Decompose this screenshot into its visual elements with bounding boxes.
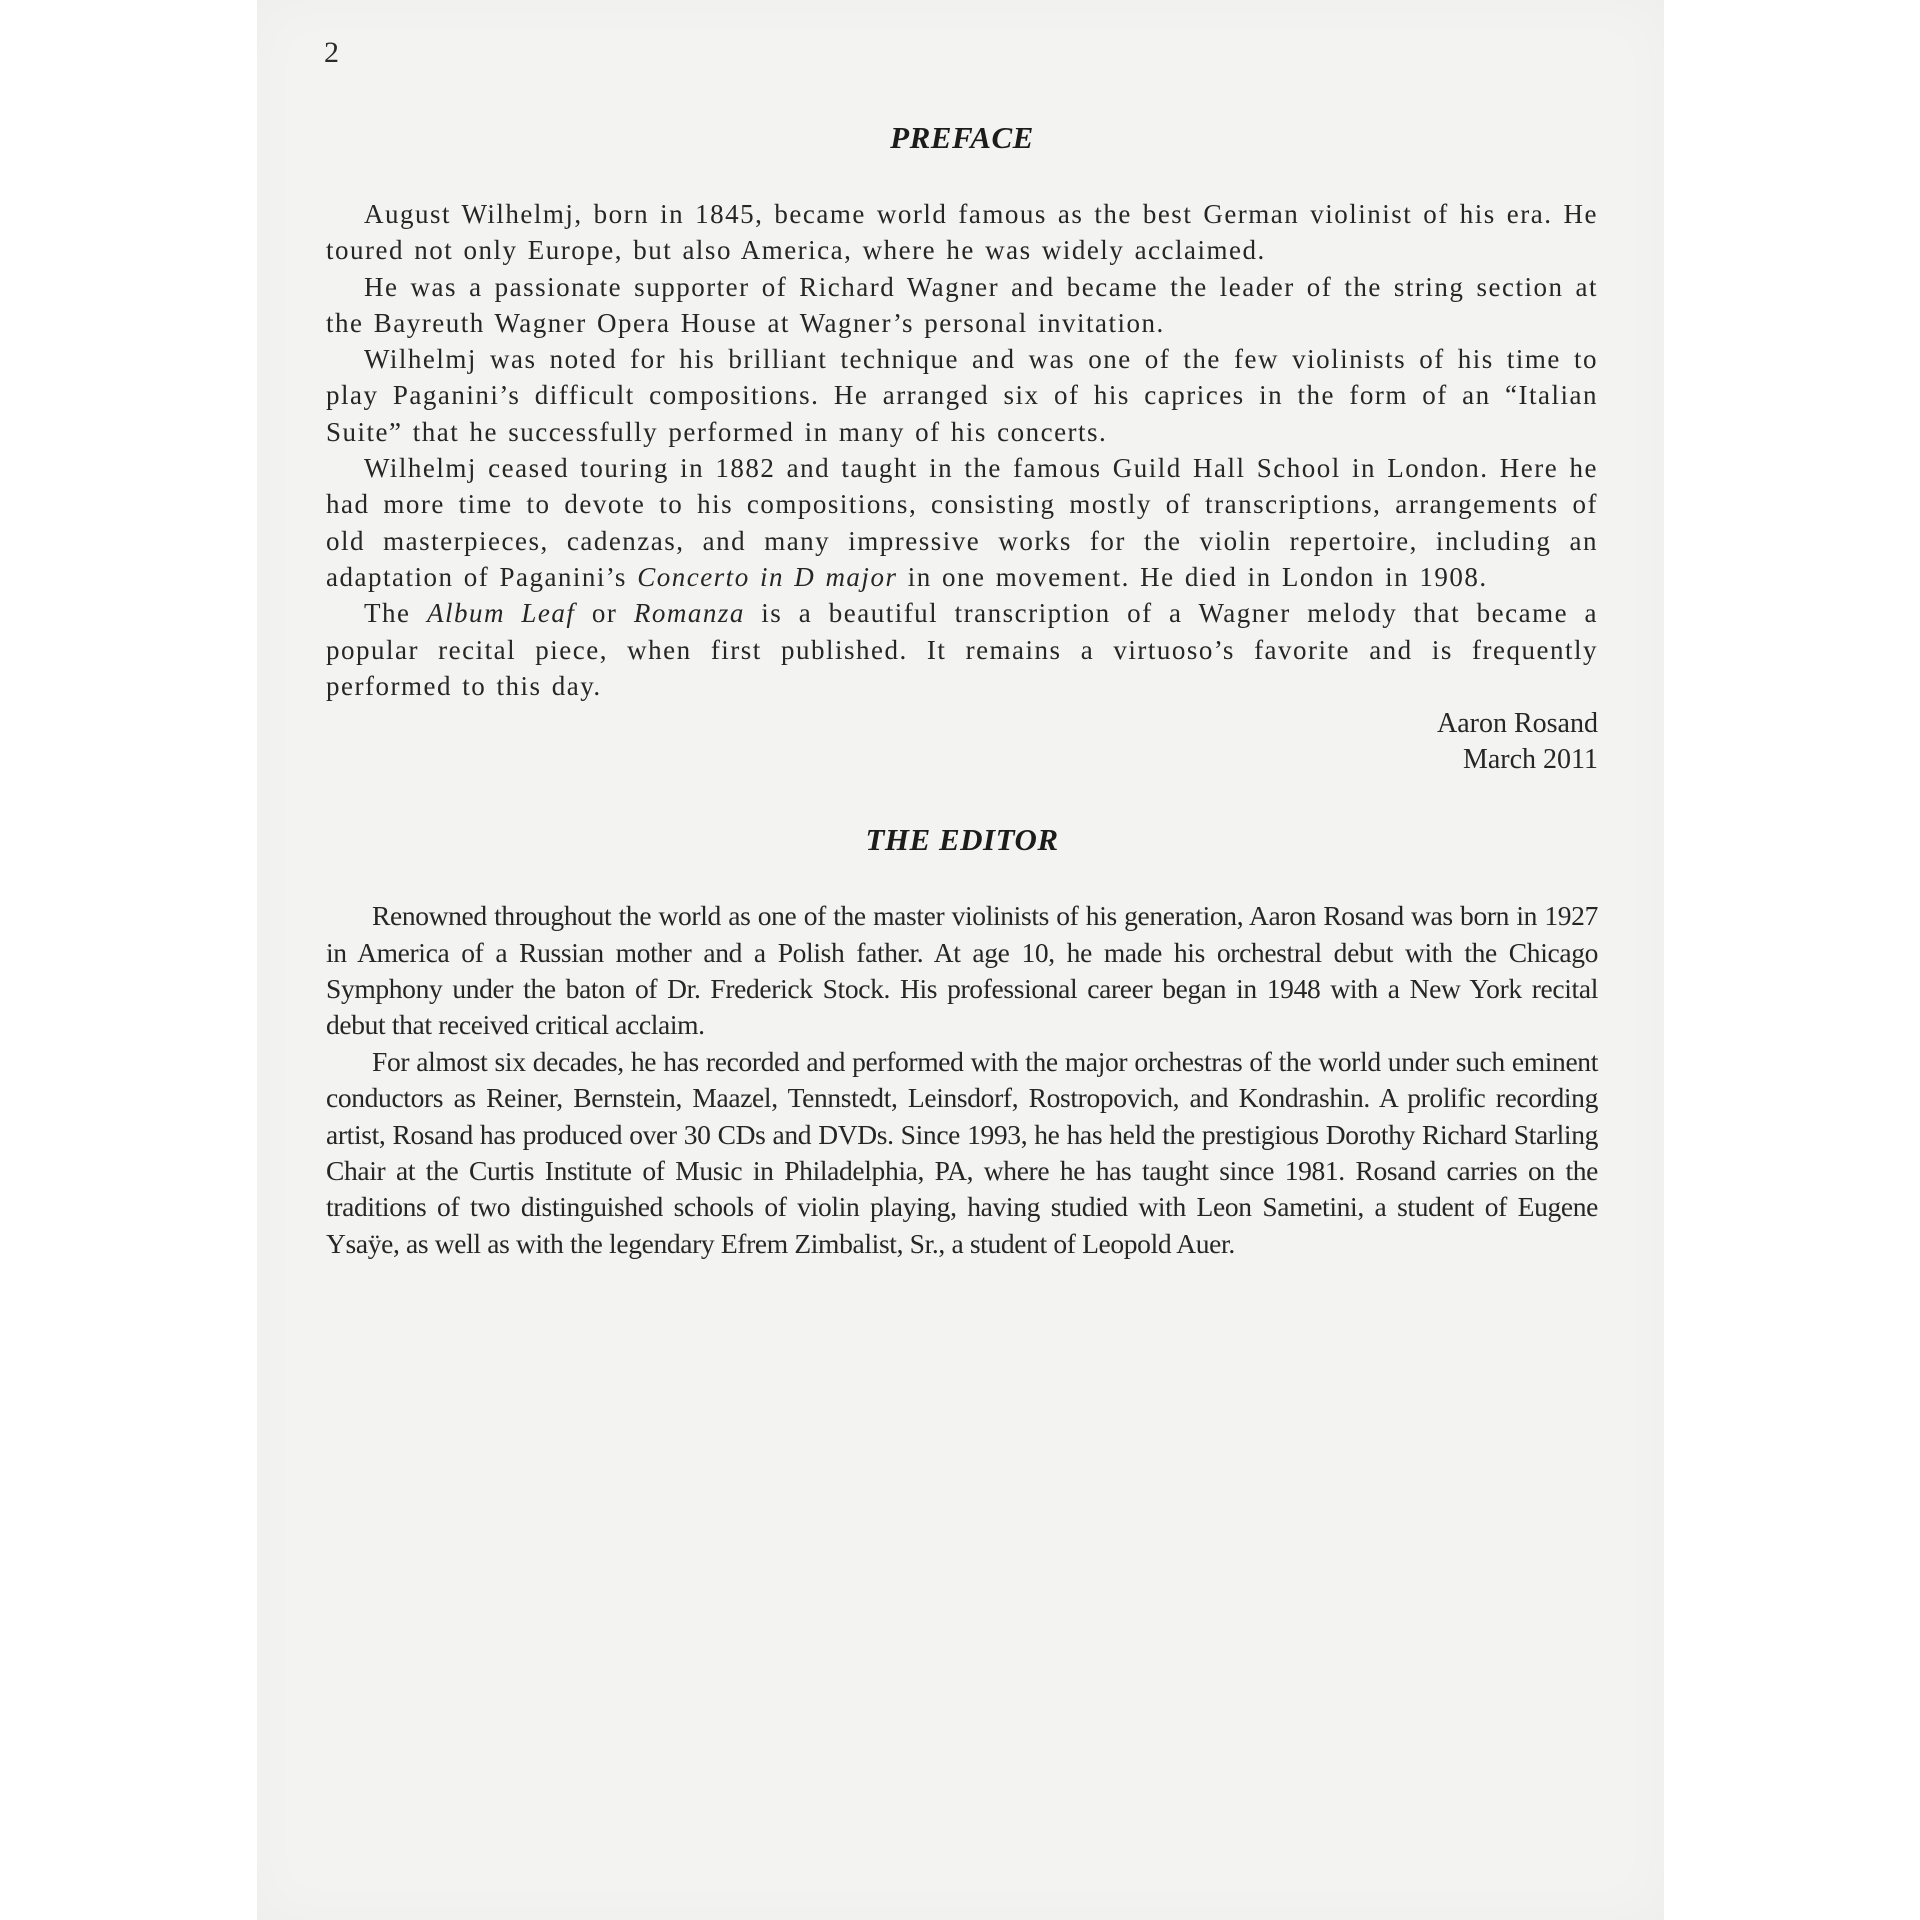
page-content bbox=[326, 120, 1598, 1262]
signature-date: March 2011 bbox=[1462, 744, 1598, 776]
preface-heading: PREFACE bbox=[890, 120, 1034, 155]
preface-paragraph-2: He was a passionate supporter of Richard Wagner and became the leader of the string section at the Bayreuth Wagner Opera House at Wagner’s personal invitation. bbox=[326, 271, 1598, 338]
signature-name: Aaron Rosand bbox=[1437, 708, 1598, 740]
preface-body bbox=[326, 196, 1598, 704]
p5-text-start: The bbox=[364, 598, 427, 629]
page-number: 2 bbox=[324, 36, 339, 69]
editor-body bbox=[326, 898, 1598, 1262]
work-title-album-leaf: Album Leaf bbox=[426, 598, 576, 629]
preface-paragraph-5 bbox=[326, 595, 1598, 704]
p5-text-after: is a beautiful transcription of a Wagner melody that became a popular recital piece, when first published. It remains a virtuoso’s favorite and is frequently performed to this day. bbox=[326, 598, 1599, 701]
preface-paragraph-3: Wilhelmj was noted for his brilliant technique and was one of the few violinists of his time to play Paganini’s difficult compositions. He arranged six of his caprices in the form of an “Italian Suite” that he successfully performed in many of his concerts. bbox=[326, 344, 1598, 447]
editor-paragraph-1: Renowned throughout the world as one of the master violinists of his generation, Aaron Rosand was born in 1927 in America of a Russian mother and a Polish father. At age 10, he made his orchestral debut with the Chicago Symphony under the baton of Dr. Frederick Stock. His professional career began in 1948 with a New York recital debut that received critical acclaim. bbox=[326, 900, 1598, 1041]
preface-paragraph-1: August Wilhelmj, born in 1845, became world famous as the best German violinist of his era. He toured not only Europe, but also America, where he was widely acclaimed. bbox=[326, 199, 1598, 266]
p4-text-after: in one movement. He died in London in 1908. bbox=[897, 561, 1488, 592]
preface-paragraph-4 bbox=[326, 450, 1598, 595]
editor-paragraph-2: For almost six decades, he has recorded and performed with the major orchestras of the world under such eminent conductors as Reiner, Bernstein, Maazel, Tennstedt, Leinsdorf, Rostropovich, and Kondrashin. A prolific recording artist, Rosand has produced over 30 CDs and DVDs. Since 1993, he has held the prestigious Dorothy Richard Starling Chair at the Curtis Institute of Music in Philadelphia, PA, where he has taught since 1981. Rosand carries on the traditions of two distinguished schools of violin playing, having studied with Leon Sametini, a student of Eugene Ysaÿe, as well as with the legendary Efrem Zimbalist, Sr., a student of Leopold Auer. bbox=[326, 1045, 1598, 1259]
editor-heading: THE EDITOR bbox=[865, 822, 1059, 858]
signature-block bbox=[326, 706, 1598, 778]
p5-text-middle: or bbox=[575, 598, 634, 629]
work-title-concerto: Concerto in D major bbox=[637, 561, 898, 592]
p4-text-before: Wilhelmj ceased touring in 1882 and taught in the famous Guild Hall School in London. Here he had more time to devote to his compositions, consisting mostly of transcriptions, arrangements of old masterpieces, cadenzas, and many impressive works for the violin repertoire, including an adaptation of Paganini’s bbox=[326, 453, 1598, 592]
document-page bbox=[257, 0, 1664, 1920]
work-title-romanza: Romanza bbox=[633, 598, 745, 629]
